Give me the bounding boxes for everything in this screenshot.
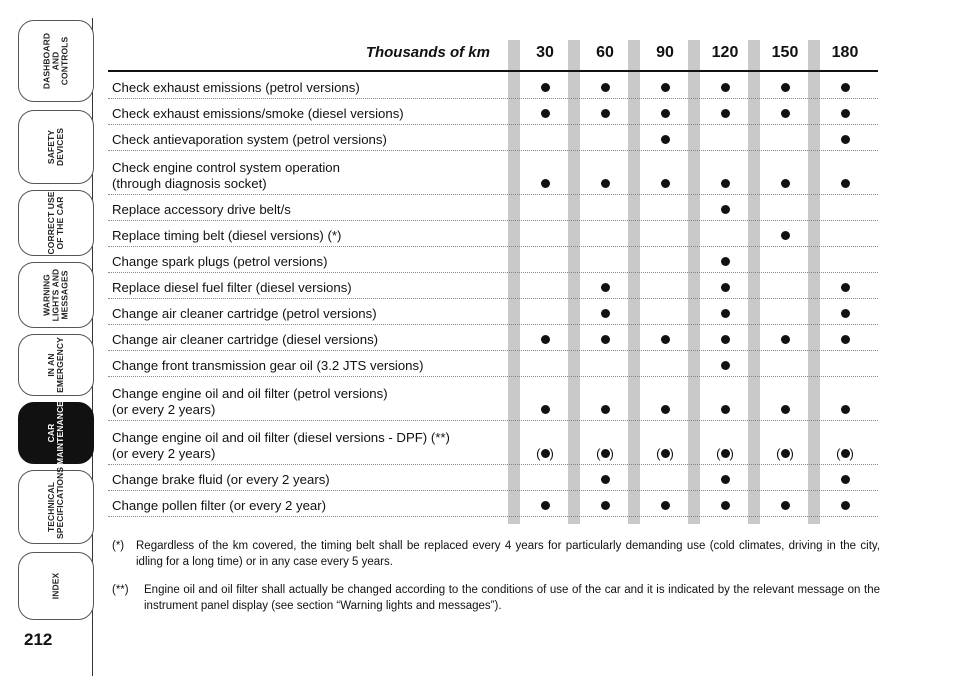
chapter-tab[interactable] (18, 190, 94, 256)
dot-mark (640, 132, 690, 148)
chapter-tab-label: CAR MAINTENANCE (46, 401, 65, 465)
dot-mark (520, 402, 570, 418)
dot-mark (640, 332, 690, 348)
dot-mark (580, 332, 630, 348)
dot-mark (700, 332, 750, 348)
dot-mark (700, 306, 750, 322)
chapter-tab[interactable] (18, 402, 94, 464)
maintenance-row (108, 298, 878, 325)
dot-mark (580, 176, 630, 192)
bullet-icon (781, 501, 790, 510)
chapter-tab[interactable] (18, 110, 94, 184)
chapter-tab-label: WARNING LIGHTS AND MESSAGES (41, 268, 70, 322)
dot-mark (760, 402, 810, 418)
dot-mark (580, 402, 630, 418)
chapter-tab-label: INDEX (50, 572, 61, 600)
row-label: Check engine control system operation (through diagnosis socket) (112, 160, 340, 191)
bullet-icon (841, 335, 850, 344)
maintenance-row (108, 72, 878, 99)
row-label: Check exhaust emissions (petrol versions) (112, 79, 360, 95)
dot-mark (700, 254, 750, 270)
maintenance-row (108, 376, 878, 421)
maintenance-row (108, 194, 878, 221)
row-label: Replace timing belt (diesel versions) (*) (112, 227, 342, 243)
dot-mark (820, 176, 870, 192)
dot-mark (700, 472, 750, 488)
bullet-icon (721, 257, 730, 266)
dot-mark (820, 106, 870, 122)
dot-mark (760, 228, 810, 244)
row-label: Change engine oil and oil filter (diesel versions - DPF) (**) (or every 2 years) (112, 430, 450, 461)
chapter-tab-label: DASHBOARD AND CONTROLS (41, 32, 70, 90)
row-label: Replace accessory drive belt/s (112, 201, 291, 217)
dot-mark (760, 498, 810, 514)
maintenance-row (108, 420, 878, 465)
dot-mark (820, 402, 870, 418)
chapter-tab[interactable] (18, 334, 94, 396)
bullet-icon (661, 179, 670, 188)
bullet-icon (721, 109, 730, 118)
bullet-icon (541, 335, 550, 344)
bullet-icon (601, 501, 610, 510)
dot-mark (580, 106, 630, 122)
dot-mark (760, 332, 810, 348)
dot-mark (700, 498, 750, 514)
optional-dot-mark: ( ) (776, 445, 794, 461)
dot-mark (520, 80, 570, 96)
bullet-icon (781, 335, 790, 344)
dot-mark (820, 306, 870, 322)
bullet-icon (541, 83, 550, 92)
bullet-icon (601, 309, 610, 318)
row-label: Replace diesel fuel filter (diesel versions) (112, 279, 352, 295)
bullet-icon (661, 83, 670, 92)
chapter-tab[interactable] (18, 20, 94, 102)
bullet-icon (841, 83, 850, 92)
chapter-tab-label: SAFETY DEVICES (46, 127, 65, 167)
bullet-icon (721, 405, 730, 414)
row-label: Change air cleaner cartridge (petrol versions) (112, 305, 377, 321)
bullet-icon (601, 449, 610, 458)
dot-mark (520, 106, 570, 122)
dot-mark (520, 332, 570, 348)
km-column-header: 90 (656, 44, 674, 61)
dot-mark (820, 80, 870, 96)
row-label: Check antievaporation system (petrol versions) (112, 131, 387, 147)
dot-mark (700, 358, 750, 374)
bullet-icon (721, 309, 730, 318)
dot-mark (520, 498, 570, 514)
chapter-sidebar (0, 0, 100, 692)
dot-mark (520, 176, 570, 192)
km-column-header: 180 (831, 44, 859, 61)
bullet-icon (601, 475, 610, 484)
bullet-icon (661, 405, 670, 414)
bullet-icon (661, 501, 670, 510)
footnote-text: Engine oil and oil filter shall actually be changed according to the conditions of use of the car and it is indicated by the relevant message on the instrument panel display (see section “Warning lights and messages”). (144, 584, 880, 612)
bullet-icon (841, 475, 850, 484)
dot-mark (640, 176, 690, 192)
bullet-icon (601, 283, 610, 292)
row-label: Change air cleaner cartridge (diesel versions) (112, 331, 379, 347)
bullet-icon (781, 179, 790, 188)
row-label: Change engine oil and oil filter (petrol versions) (or every 2 years) (112, 386, 388, 417)
bullet-icon (721, 283, 730, 292)
footnote-mark: (**) (112, 584, 129, 596)
dot-mark (640, 80, 690, 96)
bullet-icon (541, 405, 550, 414)
maintenance-row (108, 324, 878, 351)
maintenance-row (108, 124, 878, 151)
maintenance-row (108, 98, 878, 125)
maintenance-row (108, 490, 878, 517)
bullet-icon (721, 335, 730, 344)
dot-mark (820, 472, 870, 488)
bullet-icon (601, 109, 610, 118)
dot-mark (640, 106, 690, 122)
table-header-title: Thousands of km (365, 44, 490, 61)
bullet-icon (601, 83, 610, 92)
footnote-timing-belt (112, 538, 880, 574)
dot-mark (820, 132, 870, 148)
bullet-icon (721, 449, 730, 458)
page-number: 212 (24, 630, 53, 649)
dot-mark (760, 106, 810, 122)
bullet-icon (841, 501, 850, 510)
bullet-icon (721, 501, 730, 510)
bullet-icon (841, 179, 850, 188)
bullet-icon (661, 449, 670, 458)
maintenance-row (108, 220, 878, 247)
bullet-icon (661, 335, 670, 344)
km-column-header: 120 (711, 44, 739, 61)
bullet-icon (721, 179, 730, 188)
bullet-icon (781, 109, 790, 118)
row-label: Change spark plugs (petrol versions) (112, 253, 328, 269)
maintenance-row (108, 464, 878, 491)
dot-mark (820, 332, 870, 348)
chapter-tab-label: TECHNICAL SPECIFICATIONS (46, 466, 65, 539)
bullet-icon (541, 179, 550, 188)
row-label: Change pollen filter (or every 2 year) (112, 497, 327, 513)
bullet-icon (781, 449, 790, 458)
bullet-icon (721, 361, 730, 370)
bullet-icon (841, 449, 850, 458)
dot-mark (580, 498, 630, 514)
dot-mark (820, 498, 870, 514)
km-column-header: 150 (771, 44, 799, 61)
dot-mark (700, 280, 750, 296)
bullet-icon (841, 283, 850, 292)
bullet-icon (841, 405, 850, 414)
dot-mark (820, 280, 870, 296)
bullet-icon (661, 135, 670, 144)
bullet-icon (781, 231, 790, 240)
km-column-header: 60 (596, 44, 614, 61)
maintenance-row (108, 350, 878, 377)
chapter-tab[interactable] (18, 262, 94, 328)
bullet-icon (841, 309, 850, 318)
row-label: Check exhaust emissions/smoke (diesel versions) (112, 105, 404, 121)
row-label: Change front transmission gear oil (3.2 JTS versions) (112, 357, 424, 373)
footnote-text: Regardless of the km covered, the timing belt shall be replaced every 4 years for particularly demanding use (cold climates, driving in the city, idling for a long time) or in any case every 5 years. (136, 540, 880, 568)
dot-mark (700, 80, 750, 96)
chapter-tab[interactable] (18, 466, 94, 544)
bullet-icon (541, 109, 550, 118)
bullet-icon (721, 205, 730, 214)
optional-dot-mark: ( ) (536, 445, 554, 461)
chapter-tab-label: CORRECT USE OF THE CAR (46, 191, 65, 255)
dot-mark (640, 498, 690, 514)
maintenance-row (108, 246, 878, 273)
row-label: Change brake fluid (or every 2 years) (112, 471, 330, 487)
dot-mark (760, 80, 810, 96)
dot-mark (700, 202, 750, 218)
dot-mark (580, 80, 630, 96)
maintenance-row (108, 150, 878, 195)
dot-mark (640, 402, 690, 418)
km-column-header: 30 (536, 44, 554, 61)
bullet-icon (841, 109, 850, 118)
optional-dot-mark: ( ) (836, 445, 854, 461)
bullet-icon (781, 405, 790, 414)
footnote-engine-oil (112, 582, 880, 618)
dot-mark (700, 176, 750, 192)
optional-dot-mark: ( ) (596, 445, 614, 461)
bullet-icon (541, 501, 550, 510)
dot-mark (700, 106, 750, 122)
dot-mark (580, 280, 630, 296)
bullet-icon (541, 449, 550, 458)
bullet-icon (601, 179, 610, 188)
dot-mark (580, 306, 630, 322)
bullet-icon (841, 135, 850, 144)
maintenance-row (108, 272, 878, 299)
dot-mark (760, 176, 810, 192)
chapter-tab-label: IN AN EMERGENCY (46, 337, 65, 393)
optional-dot-mark: ( ) (656, 445, 674, 461)
chapter-tab[interactable] (18, 552, 94, 620)
bullet-icon (601, 335, 610, 344)
optional-dot-mark: ( ) (716, 445, 734, 461)
bullet-icon (721, 475, 730, 484)
bullet-icon (601, 405, 610, 414)
bullet-icon (661, 109, 670, 118)
bullet-icon (721, 83, 730, 92)
dot-mark (580, 472, 630, 488)
bullet-icon (781, 83, 790, 92)
footnote-mark: (*) (112, 540, 125, 552)
dot-mark (700, 402, 750, 418)
